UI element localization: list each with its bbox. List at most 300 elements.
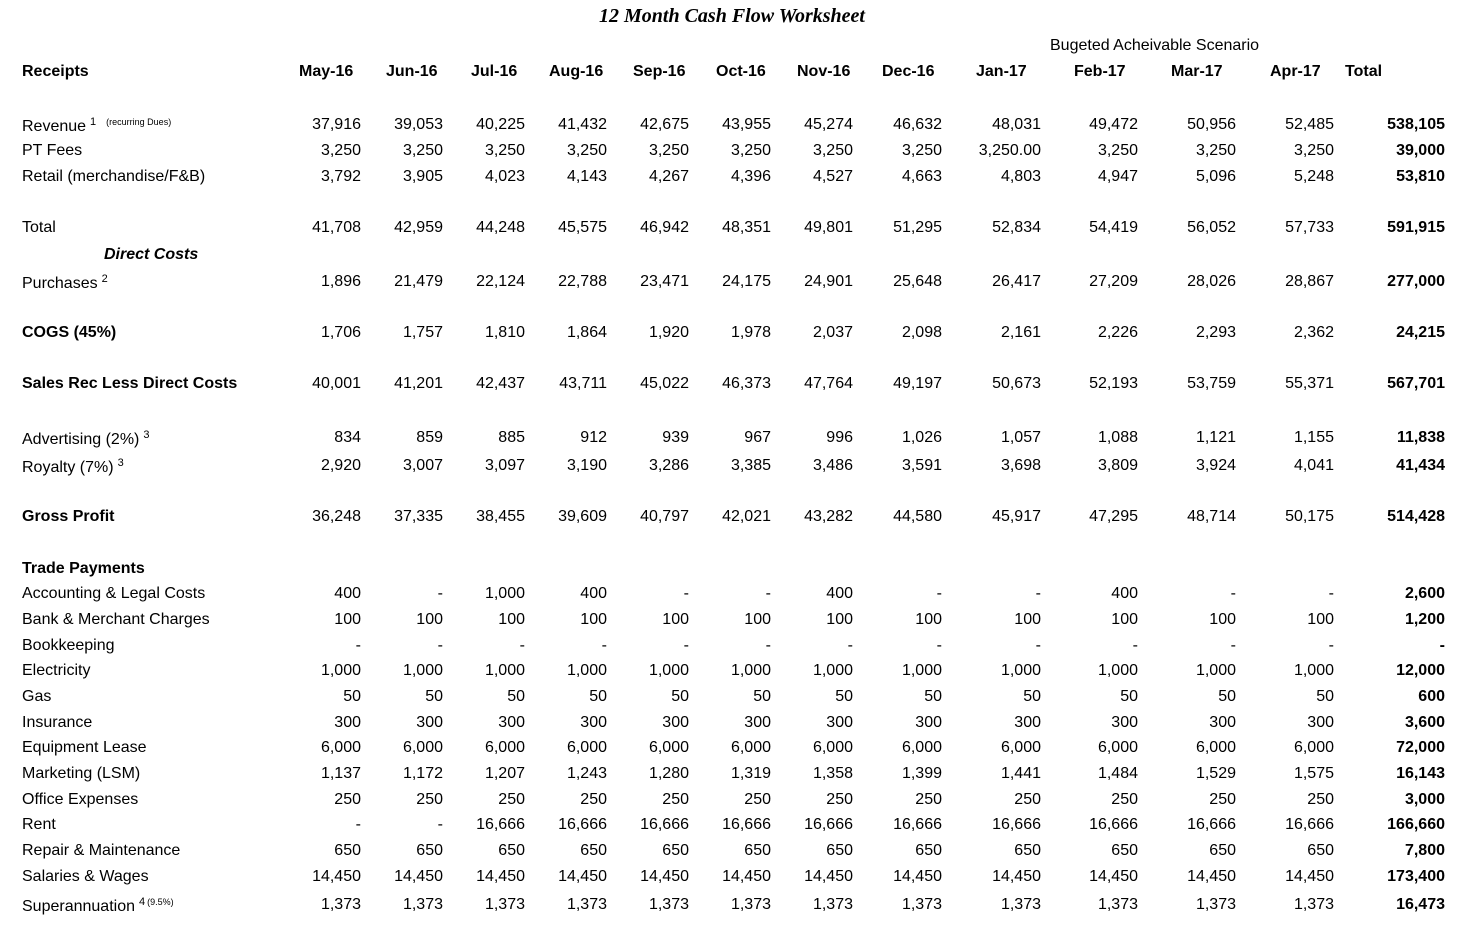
value-cell: 1,000 [1293,662,1334,679]
value-cell: 3,250 [484,142,525,159]
value-cell: 1,373 [1097,896,1138,913]
value-cell: 41,432 [558,116,607,133]
value-cell: 1,000 [566,662,607,679]
value-cell: 1,373 [484,896,525,913]
value-cell: - [847,637,853,654]
value-cell: 300 [498,714,525,731]
total-cell: 277,000 [1387,273,1445,290]
value-cell: 3,792 [320,168,361,185]
value-cell: 44,580 [893,508,942,525]
value-cell: 16,666 [893,816,942,833]
row-label [22,791,138,809]
value-cell: 3,591 [901,457,942,474]
total-cell: 53,810 [1396,168,1445,185]
value-cell: 51,295 [893,219,942,236]
value-cell: 3,097 [484,457,525,474]
row-label [22,429,150,449]
value-cell: 4,023 [484,168,525,185]
value-cell: 50 [1120,688,1138,705]
value-cell: 1,484 [1097,765,1138,782]
month-header: Jul-16 [471,63,518,80]
value-cell: 300 [826,714,853,731]
value-cell: 1,757 [402,324,443,341]
row-label [22,739,147,757]
value-cell: 300 [1014,714,1041,731]
value-cell: 1,137 [320,765,361,782]
value-cell: - [1328,637,1334,654]
value-cell: 6,000 [901,739,942,756]
total-cell: 538,105 [1387,116,1445,133]
value-cell: 3,250 [730,142,771,159]
row-label-text: Gas [22,688,52,705]
value-cell: 3,905 [402,168,443,185]
value-cell: 1,706 [320,324,361,341]
value-cell: 14,450 [804,868,853,885]
value-cell: 14,450 [722,868,771,885]
value-cell: 250 [1209,791,1236,808]
month-header: Feb-17 [1074,63,1126,80]
value-cell: 100 [580,611,607,628]
row-label-text: PT Fees [22,142,83,159]
value-cell: 400 [826,585,853,602]
value-cell: 50 [589,688,607,705]
total-cell: 16,473 [1396,896,1445,913]
value-cell: 50 [1218,688,1236,705]
value-cell: 50,956 [1187,116,1236,133]
value-cell: 650 [826,842,853,859]
value-cell: 16,666 [722,816,771,833]
total-cell: 12,000 [1396,662,1445,679]
value-cell: 1,243 [566,765,607,782]
value-cell: 996 [826,429,853,446]
value-cell: 5,096 [1195,168,1236,185]
value-cell: 14,450 [1089,868,1138,885]
value-cell: 1,000 [648,662,689,679]
value-cell: 42,437 [476,375,525,392]
value-cell: 300 [1111,714,1138,731]
value-cell: 300 [662,714,689,731]
value-cell: 6,000 [648,739,689,756]
value-cell: 49,801 [804,219,853,236]
value-cell: 52,485 [1285,116,1334,133]
value-cell: 967 [744,429,771,446]
value-cell: 6,000 [1293,739,1334,756]
value-cell: 100 [334,611,361,628]
row-note: (recurring Dues) [106,117,172,127]
value-cell: 4,143 [566,168,607,185]
value-cell: - [519,637,525,654]
value-cell: 1,373 [901,896,942,913]
value-cell: 39,609 [558,508,607,525]
value-cell: 43,282 [804,508,853,525]
month-header: Jan-17 [976,63,1027,80]
value-cell: 50 [507,688,525,705]
value-cell: 100 [1209,611,1236,628]
value-cell: 23,471 [640,273,689,290]
value-cell: 45,274 [804,116,853,133]
value-cell: 4,267 [648,168,689,185]
value-cell: 48,031 [992,116,1041,133]
total-header: Total [1345,63,1383,80]
value-cell: 1,896 [320,273,361,290]
value-cell: 24,175 [722,273,771,290]
row-label-text: Superannuation [22,898,135,915]
value-cell: 650 [416,842,443,859]
value-cell: 56,052 [1187,219,1236,236]
value-cell: 1,920 [648,324,689,341]
value-cell: 55,371 [1285,375,1334,392]
value-cell: 1,373 [648,896,689,913]
value-cell: 100 [1111,611,1138,628]
value-cell: 1,000 [1195,662,1236,679]
value-cell: 14,450 [1285,868,1334,885]
value-cell: 1,000 [484,662,525,679]
row-label-text: Repair & Maintenance [22,842,181,859]
value-cell: 250 [1111,791,1138,808]
value-cell: 3,250 [1195,142,1236,159]
footnote-marker: 4 [138,896,146,908]
value-cell: 57,733 [1285,219,1334,236]
value-cell: 47,295 [1089,508,1138,525]
value-cell: 1,000 [730,662,771,679]
value-cell: 6,000 [1000,739,1041,756]
value-cell: 16,666 [476,816,525,833]
value-cell: 24,901 [804,273,853,290]
value-cell: - [936,637,942,654]
value-cell: 14,450 [640,868,689,885]
value-cell: 650 [580,842,607,859]
value-cell: 859 [416,429,443,446]
value-cell: 650 [334,842,361,859]
total-cell: 39,000 [1396,142,1445,159]
total-cell: 3,600 [1404,714,1445,731]
value-cell: 1,373 [730,896,771,913]
value-cell: 300 [1209,714,1236,731]
row-label-text: Sales Rec Less Direct Costs [22,375,238,392]
value-cell: 50 [924,688,942,705]
value-cell: 3,924 [1195,457,1236,474]
row-label-text: Trade Payments [22,560,145,577]
value-cell: 16,666 [1187,816,1236,833]
value-cell: 1,358 [812,765,853,782]
value-cell: 36,248 [312,508,361,525]
row-label [22,508,114,526]
value-cell: - [1328,585,1334,602]
value-cell: 3,007 [402,457,443,474]
row-label-text: Bank & Merchant Charges [22,611,210,628]
value-cell: 3,250 [648,142,689,159]
value-cell: 47,764 [804,375,853,392]
footnote-marker: 3 [117,457,124,469]
total-cell: 173,400 [1387,868,1445,885]
value-cell: 3,250 [1293,142,1334,159]
row-label [22,688,51,706]
value-cell: 3,250 [320,142,361,159]
value-cell: 650 [1014,842,1041,859]
value-cell: - [437,585,443,602]
value-cell: 250 [1307,791,1334,808]
row-label-text: Bookkeeping [22,637,115,654]
row-label [22,457,124,477]
value-cell: 6,000 [812,739,853,756]
row-label [22,375,237,393]
value-cell: 14,450 [558,868,607,885]
value-cell: 54,419 [1089,219,1138,236]
value-cell: 100 [826,611,853,628]
value-cell: 14,450 [394,868,443,885]
total-cell: 600 [1418,688,1445,705]
value-cell: 1,373 [1195,896,1236,913]
value-cell: 250 [498,791,525,808]
total-cell: 11,838 [1396,429,1445,446]
value-cell: 28,026 [1187,273,1236,290]
value-cell: 400 [1111,585,1138,602]
total-cell: 72,000 [1396,739,1445,756]
total-cell: 1,200 [1404,611,1445,628]
value-cell: 1,057 [1000,429,1041,446]
total-cell: 41,434 [1396,457,1445,474]
value-cell: 1,373 [320,896,361,913]
value-cell: 1,864 [566,324,607,341]
value-cell: 49,197 [893,375,942,392]
value-cell: 45,917 [992,508,1041,525]
value-cell: 43,955 [722,116,771,133]
value-cell: 100 [744,611,771,628]
value-cell: 46,632 [893,116,942,133]
row-label [22,816,56,834]
value-cell: - [437,637,443,654]
value-cell: 50 [343,688,361,705]
value-cell: 1,207 [484,765,525,782]
value-cell: 6,000 [320,739,361,756]
value-cell: 100 [498,611,525,628]
total-cell: - [1439,637,1445,654]
direct-costs-subheading: Direct Costs [104,246,199,263]
value-cell: 42,959 [394,219,443,236]
value-cell: 650 [744,842,771,859]
value-cell: 650 [662,842,689,859]
value-cell: 650 [915,842,942,859]
value-cell: - [683,637,689,654]
value-cell: 4,396 [730,168,771,185]
value-cell: 2,362 [1293,324,1334,341]
value-cell: 28,867 [1285,273,1334,290]
total-cell: 514,428 [1387,508,1445,525]
row-label [22,142,82,160]
row-label [22,168,205,186]
value-cell: 100 [1307,611,1334,628]
value-cell: 4,527 [812,168,853,185]
row-label-text: Gross Profit [22,508,115,525]
value-cell: 4,663 [901,168,942,185]
value-cell: 1,810 [484,324,525,341]
row-label [22,219,56,237]
row-label [22,714,92,732]
row-note: (9.5%) [147,897,174,907]
worksheet-title: 12 Month Cash Flow Worksheet [598,5,865,27]
value-cell: 22,124 [476,273,525,290]
value-cell: - [437,816,443,833]
value-cell: 16,666 [1285,816,1334,833]
value-cell: 14,450 [312,868,361,885]
value-cell: 3,385 [730,457,771,474]
value-cell: 6,000 [1097,739,1138,756]
value-cell: - [1230,637,1236,654]
value-cell: 1,373 [1000,896,1041,913]
value-cell: 6,000 [566,739,607,756]
row-label [22,116,171,136]
row-label-text: COGS (45%) [22,324,117,341]
row-label [22,324,116,342]
value-cell: 3,250.00 [978,142,1041,159]
value-cell: 41,201 [394,375,443,392]
value-cell: 250 [915,791,942,808]
total-cell: 24,215 [1396,324,1445,341]
value-cell: - [355,816,361,833]
row-label-text: Marketing (LSM) [22,765,141,782]
value-cell: 16,666 [804,816,853,833]
total-cell: 16,143 [1396,765,1445,782]
value-cell: 300 [1307,714,1334,731]
value-cell: 1,000 [1097,662,1138,679]
month-header: May-16 [299,63,354,80]
row-label-text: Office Expenses [22,791,139,808]
value-cell: 100 [416,611,443,628]
row-label-text: Royalty (7%) [22,459,114,476]
value-cell: 1,000 [901,662,942,679]
value-cell: 6,000 [402,739,443,756]
value-cell: - [765,637,771,654]
value-cell: 3,250 [402,142,443,159]
value-cell: 650 [1111,842,1138,859]
value-cell: 400 [580,585,607,602]
value-cell: 49,472 [1089,116,1138,133]
value-cell: - [1132,637,1138,654]
value-cell: - [355,637,361,654]
value-cell: 650 [1209,842,1236,859]
value-cell: - [683,585,689,602]
row-label-text: Retail (merchandise/F&B) [22,168,206,185]
value-cell: 300 [334,714,361,731]
value-cell: 1,373 [402,896,443,913]
footnote-marker: 2 [101,273,108,285]
row-label [22,611,210,629]
value-cell: 14,450 [1187,868,1236,885]
value-cell: 400 [334,585,361,602]
value-cell: - [1035,637,1041,654]
value-cell: 650 [498,842,525,859]
value-cell: 3,698 [1000,457,1041,474]
value-cell: 3,250 [901,142,942,159]
value-cell: 1,319 [730,765,771,782]
value-cell: 40,797 [640,508,689,525]
month-header: Aug-16 [549,63,604,80]
total-cell: 2,600 [1404,585,1445,602]
value-cell: 50,175 [1285,508,1334,525]
value-cell: - [936,585,942,602]
row-label [22,637,115,655]
value-cell: 2,161 [1000,324,1041,341]
value-cell: 50 [671,688,689,705]
value-cell: 50 [835,688,853,705]
row-label-text: Insurance [22,714,93,731]
value-cell: 3,486 [812,457,853,474]
value-cell: 43,711 [559,375,607,392]
value-cell: 1,000 [484,585,525,602]
value-cell: 912 [580,429,607,446]
receipts-header: Receipts [22,63,89,80]
row-label-text: Salaries & Wages [22,868,149,885]
row-label [22,868,149,886]
row-label [22,560,145,578]
value-cell: 1,280 [648,765,689,782]
value-cell: 40,001 [312,375,361,392]
value-cell: 1,121 [1195,429,1236,446]
value-cell: 300 [580,714,607,731]
value-cell: 1,172 [402,765,443,782]
value-cell: 46,373 [722,375,771,392]
value-cell: 37,916 [312,116,361,133]
value-cell: 2,226 [1097,324,1138,341]
value-cell: 39,053 [394,116,443,133]
total-cell: 3,000 [1404,791,1445,808]
value-cell: 45,575 [558,219,607,236]
value-cell: 885 [498,429,525,446]
value-cell: 4,041 [1293,457,1334,474]
value-cell: 16,666 [558,816,607,833]
row-label [22,585,205,603]
value-cell: 16,666 [992,816,1041,833]
value-cell: 1,000 [402,662,443,679]
row-label-text: Accounting & Legal Costs [22,585,206,602]
value-cell: 1,373 [812,896,853,913]
row-label [22,662,90,680]
value-cell: 25,648 [893,273,942,290]
scenario-label: Bugeted Acheivable Scenario [1050,37,1260,54]
value-cell: 37,335 [394,508,443,525]
value-cell: 22,788 [558,273,607,290]
value-cell: 2,098 [901,324,942,341]
value-cell: 38,455 [476,508,525,525]
value-cell: 44,248 [476,219,525,236]
value-cell: 1,000 [812,662,853,679]
total-cell: 7,800 [1404,842,1445,859]
value-cell: - [601,637,607,654]
value-cell: 14,450 [992,868,1041,885]
value-cell: 1,529 [1195,765,1236,782]
month-header: Mar-17 [1171,63,1223,80]
value-cell: 27,209 [1089,273,1138,290]
month-header: Apr-17 [1270,63,1321,80]
value-cell: 2,920 [320,457,361,474]
value-cell: 3,250 [566,142,607,159]
value-cell: 1,978 [730,324,771,341]
value-cell: 250 [1014,791,1041,808]
value-cell: 6,000 [1195,739,1236,756]
value-cell: 100 [915,611,942,628]
value-cell: - [1035,585,1041,602]
value-cell: 1,000 [1000,662,1041,679]
month-header: Nov-16 [797,63,851,80]
value-cell: 250 [662,791,689,808]
value-cell: 4,803 [1000,168,1041,185]
value-cell: 6,000 [484,739,525,756]
row-label-text: Electricity [22,662,91,679]
value-cell: 21,479 [394,273,443,290]
value-cell: 1,373 [566,896,607,913]
value-cell: 46,942 [640,219,689,236]
value-cell: 52,193 [1089,375,1138,392]
